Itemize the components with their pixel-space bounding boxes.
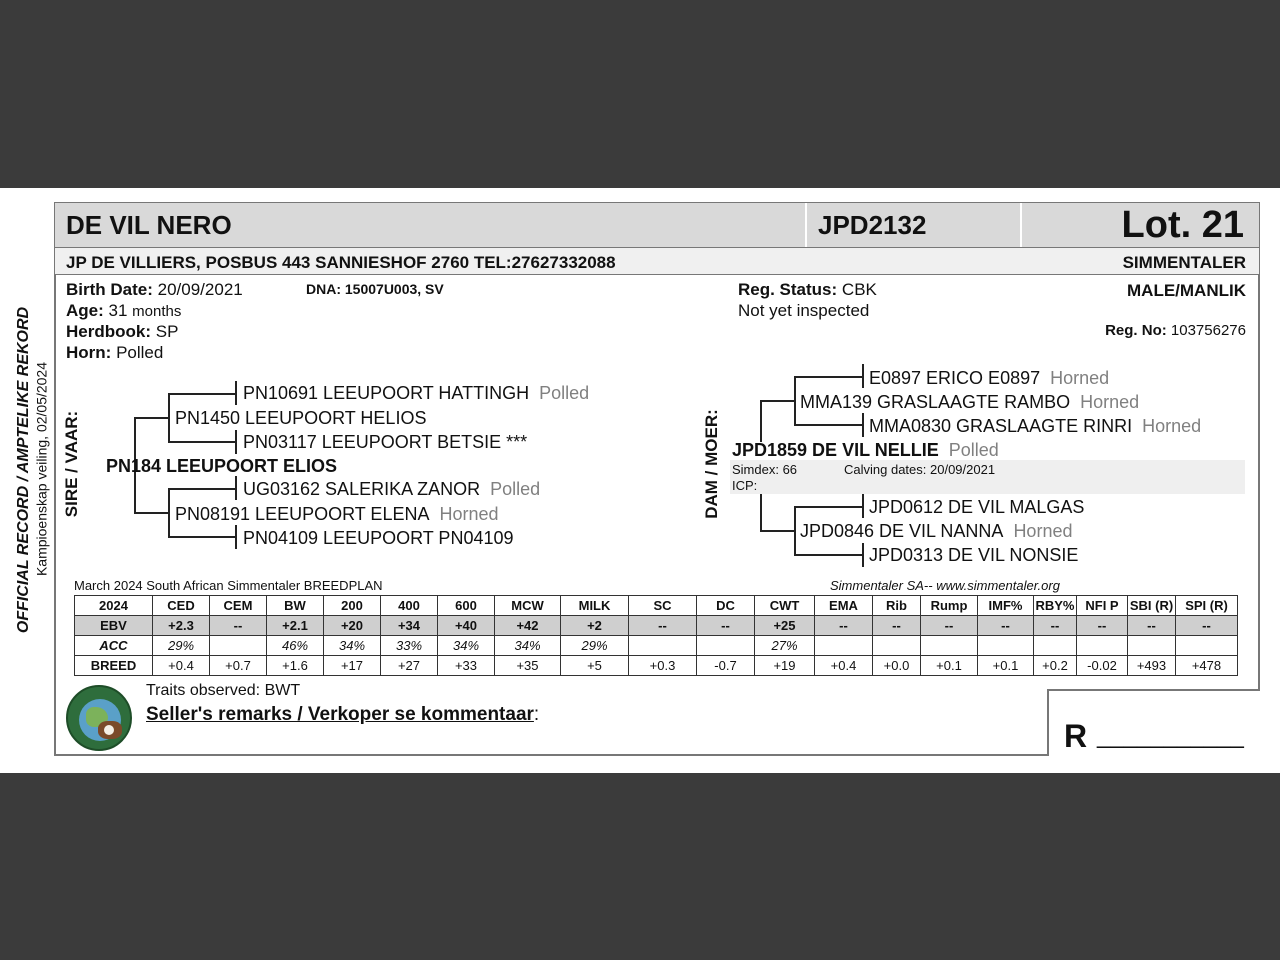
r-signature-line: ___________ <box>1097 722 1244 749</box>
dam-simdex: Simdex: 66 <box>732 462 798 477</box>
sex: MALE/MANLIK <box>1127 281 1246 300</box>
ebv-table <box>74 595 1238 676</box>
inspection-status: Not yet inspected <box>738 301 870 320</box>
sire-dam-sire: UG03162 SALERIKA ZANOR Polled <box>243 479 541 499</box>
horn-status: Horn: Polled <box>66 343 164 362</box>
r-label: R <box>1064 718 1088 754</box>
animal-name: DE VIL NERO <box>66 210 232 240</box>
simmentaler-logo-icon <box>66 685 132 751</box>
ebv-header-row: 2024 CED CEM BW 200 400 600 MCW MILK SC DC CWT EMA Rib Rump IMF% RBY% NFI P SBI (R) SPI (R) <box>75 596 1238 616</box>
birth-date: Birth Date: 20/09/2021 <box>66 280 243 299</box>
sire-name: PN184 LEEUPOORT ELIOS <box>106 456 338 476</box>
title-bar <box>54 202 1260 248</box>
breed-row: BREED +0.4 +0.7 +1.6 +17 +27 +33 +35 +5 +0.3 -0.7 +19 +0.4 +0.0 +0.1 +0.1 +0.2 -0.02 +493 +478 <box>75 656 1238 676</box>
sire-dam-dam: PN04109 LEEUPOORT PN04109 <box>243 528 514 548</box>
traits-observed: Traits observed: BWT <box>146 682 301 699</box>
seller-remarks: Seller's remarks / Verkoper se kommentaar: <box>146 704 540 725</box>
age: Age: 31 months <box>66 301 182 320</box>
reg-number: Reg. No: 103756276 <box>1105 322 1246 339</box>
dam-dam-dam: JPD0313 DE VIL NONSIE <box>869 545 1079 565</box>
breed-name: SIMMENTALER <box>1122 253 1246 272</box>
dna-info: DNA: 15007U003, SV <box>306 281 444 297</box>
breedplan-source: Simmentaler SA-- www.simmentaler.org <box>830 578 1060 593</box>
sire-sire-dam: PN03117 LEEUPOORT BETSIE *** <box>243 432 528 452</box>
auction-label: Kampioenskap veiling, 02/05/2024 <box>33 361 50 577</box>
sire-dam: PN08191 LEEUPOORT ELENA Horned <box>175 504 499 524</box>
dam-name: JPD1859 DE VIL NELLIE Polled <box>732 440 999 460</box>
dam-sire-sire: E0897 ERICO E0897 Horned <box>869 368 1110 388</box>
sire-side-label: SIRE / VAAR: <box>62 410 81 518</box>
sire-sire-sire: PN10691 LEEUPOORT HATTINGH Polled <box>243 383 590 403</box>
dam-sire: MMA139 GRASLAAGTE RAMBO Horned <box>800 392 1140 412</box>
animal-id: JPD2132 <box>818 210 927 240</box>
dam-dam-sire: JPD0612 DE VIL MALGAS <box>869 497 1085 517</box>
dam-side-label: DAM / MOER: <box>702 409 721 519</box>
dam-dam: JPD0846 DE VIL NANNA Horned <box>800 521 1073 541</box>
dam-sire-dam: MMA0830 GRASLAAGTE RINRI Horned <box>869 416 1202 436</box>
breedplan-caption: March 2024 South African Simmentaler BREEDPLAN <box>74 578 383 593</box>
catalogue-sheet <box>0 188 1280 773</box>
owner-details: JP DE VILLIERS, POSBUS 443 SANNIESHOF 2760 TEL:27627332088 <box>66 253 616 272</box>
acc-row: ACC 29% 46% 34% 33% 34% 34% 29% 27% <box>75 636 1238 656</box>
lot-number: Lot. 21 <box>1121 204 1244 246</box>
reg-status: Reg. Status: CBK <box>738 280 877 299</box>
dam-calving-dates: Calving dates: 20/09/2021 <box>844 462 996 477</box>
official-record-label: OFFICIAL RECORD / AMPTELIKE REKORD <box>15 306 32 634</box>
herdbook: Herdbook: SP <box>66 322 179 341</box>
ebv-row: EBV +2.3 -- +2.1 +20 +34 +40 +42 +2 -- -- +25 -- -- -- -- -- -- -- -- <box>75 616 1238 636</box>
dam-icp: ICP: <box>732 478 758 493</box>
sire-sire: PN1450 LEEUPOORT HELIOS <box>175 408 427 428</box>
